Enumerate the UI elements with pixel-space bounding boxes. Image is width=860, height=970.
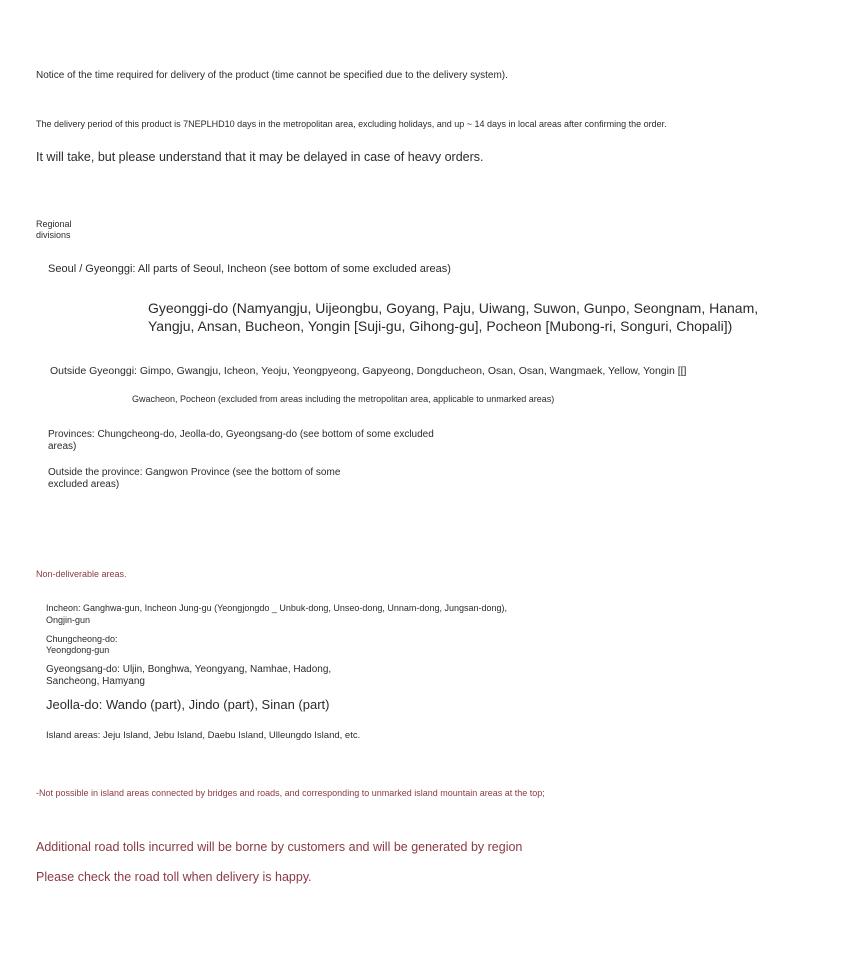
non-deliverable-incheon: Incheon: Ganghwa-gun, Incheon Jung-gu (Yeongjongdo _ Unbuk-dong, Unseo-dong, Unnam-dong, Jungsan-dong), Ongjin-gun [46,603,507,625]
bridges-roads-note: -Not possible in island areas connected by bridges and roads, and corresponding to unmarked island mountain areas at the top; [36,788,545,798]
outside-gyeonggi-region: Outside Gyeonggi: Gimpo, Gwangju, Icheon, Yeoju, Yeongpyeong, Gapyeong, Dongducheon, Osan, Osan, Wangmaek, Yellow, Yongin [[] [50,365,687,377]
delivery-period-line: The delivery period of this product is 7NEPLHD10 days in the metropolitan area, excluding holidays, and up ~ 14 days in local areas after confirming the order. [36,119,667,129]
seoul-gyeonggi-region: Seoul / Gyeonggi: All parts of Seoul, Incheon (see bottom of some excluded areas) [48,263,451,275]
non-deliverable-chungcheong: Chungcheong-do: Yeongdong-gun [46,634,118,655]
regional-divisions-title: Regional divisions [36,219,72,240]
delay-notice-line: It will take, but please understand that it may be delayed in case of heavy orders. [36,150,484,164]
non-deliverable-title: Non-deliverable areas. [36,569,127,579]
notice-heading: Notice of the time required for delivery of the product (time cannot be specified due to the delivery system). [36,70,508,81]
non-deliverable-jeolla: Jeolla-do: Wando (part), Jindo (part), Sinan (part) [46,697,330,712]
road-tolls-check-line: Please check the road toll when delivery is happy. [36,870,312,884]
provinces-region: Provinces: Chungcheong-do, Jeolla-do, Gyeongsang-do (see bottom of some excluded areas) [48,429,434,452]
outside-province-region: Outside the province: Gangwon Province (see the bottom of some excluded areas) [48,467,341,490]
non-deliverable-gyeongsang: Gyeongsang-do: Uljin, Bonghwa, Yeongyang, Namhae, Hadong, Sancheong, Hamyang [46,664,332,687]
outside-gyeonggi-note: Gwacheon, Pocheon (excluded from areas including the metropolitan area, applicable to unmarked areas) [132,394,555,404]
gyeonggi-do-city-list: Gyeonggi-do (Namyangju, Uijeongbu, Goyang, Paju, Uiwang, Suwon, Gunpo, Seongnam, Hanam, Yangju, Ansan, Bucheon, Yongin [Suji-gu, Gihong-gu], Pocheon [Mubong-ri, Songuri, Chopali]) [148,300,759,334]
non-deliverable-islands: Island areas: Jeju Island, Jebu Island, Daebu Island, Ulleungdo Island, etc. [46,730,361,741]
road-tolls-line: Additional road tolls incurred will be borne by customers and will be generated by region [36,840,523,854]
